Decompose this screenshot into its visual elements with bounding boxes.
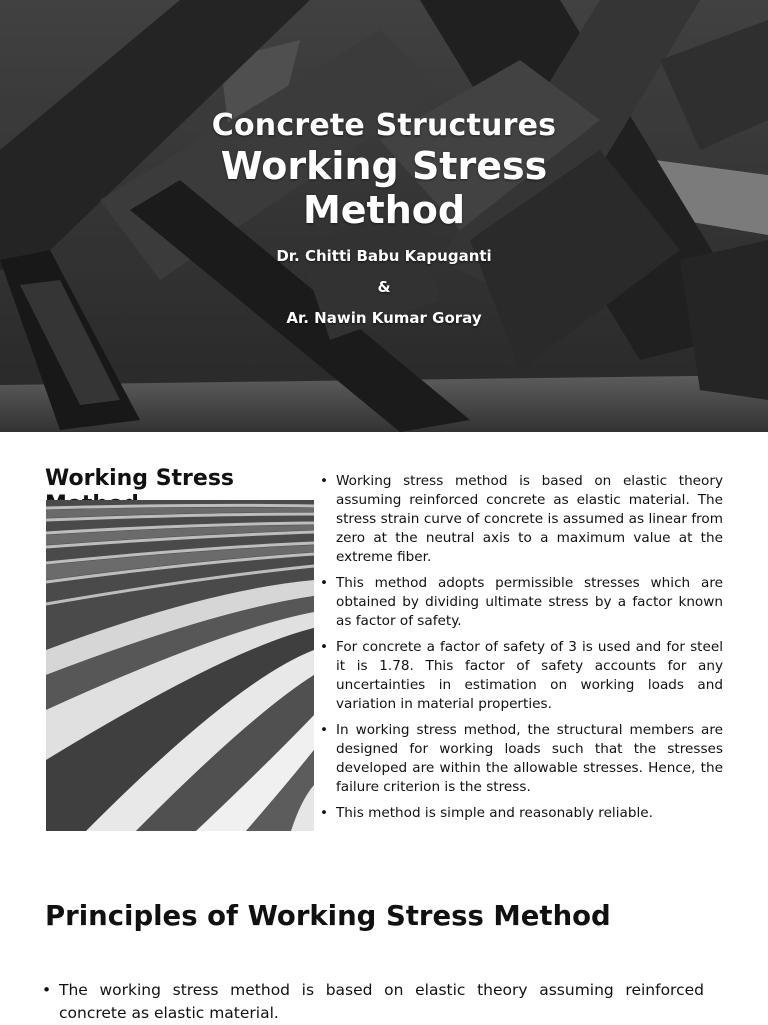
bullet-item [318,472,723,567]
author-1: Dr. Chitti Babu Kapuganti [276,247,492,265]
author-2: Ar. Nawin Kumar Goray [286,309,482,327]
bullet-item [318,638,723,714]
bullet-marker: • [320,722,329,738]
bullet-text: This method is simple and reasonably reliable. [336,805,653,821]
bullet-text: Working stress method is based on elastic theory assuming reinforced concrete as elastic material. The stress strain curve of concrete is assumed as linear from zero at the neutral axis to a maximum value at the extreme fiber. [336,473,723,565]
bullet-item [318,804,723,823]
bullet-marker: • [320,639,329,655]
working-stress-slide [0,432,768,864]
bullet-marker: • [320,473,329,489]
title-line-2: Method [302,188,466,232]
slide-heading: Principles of Working Stress Method [45,900,611,932]
concrete-steps-photo [46,500,314,831]
presentation-subtitle: Concrete Structures [211,108,557,143]
bullet-marker: • [42,981,52,999]
slide-heading: Working Stress [45,466,235,491]
bullet-text: In working stress method, the structural members are designed for working loads such that the stresses developed are within the allowable stresses. Hence, the failure criterion is the stress. [336,722,723,795]
bullet-list [318,472,723,830]
bullet-item [318,721,723,797]
bullet-marker: • [320,575,329,591]
presentation-title [0,144,768,232]
title-slide [0,0,768,432]
bullet-list [42,979,704,1025]
bullet-text: This method adopts permissible stresses which are obtained by dividing ultimate stress by a factor known as factor of safety. [336,575,723,629]
bullet-item [42,979,704,1025]
title-line-1: Working Stress [220,144,548,188]
steps-illustration [46,500,314,831]
principles-slide [0,864,768,1024]
bullet-item [318,574,723,631]
bullet-marker: • [320,805,329,821]
author-separator: & [377,278,391,296]
bullet-text: For concrete a factor of safety of 3 is used and for steel it is 1.78. This factor of safety accounts for any uncertainties in estimation on working loads and variation in material properties. [336,639,723,712]
bullet-text: The working stress method is based on elastic theory assuming reinforced concrete as elastic material. [59,981,704,1022]
